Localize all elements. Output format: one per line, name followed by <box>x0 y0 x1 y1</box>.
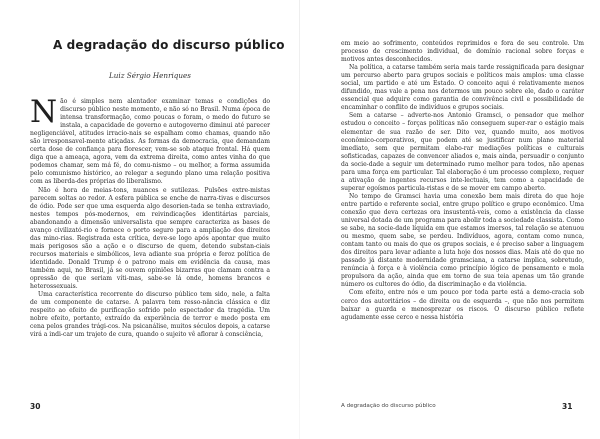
page-number-right: 31 <box>562 402 573 411</box>
drop-cap: N <box>30 94 58 130</box>
paragraph: Com efeito, entre nós e um pouco por toda parte está a demo-cracia sob cerco dos autoritários – de direita ou de esquerda –, que não nos permitem baixar a guarda e menosprezar os riscos. O discurso público reflete agudamente esse cerco e nessa história <box>341 289 584 321</box>
running-footer: A degradação do discurso público <box>341 403 436 409</box>
paragraph: Não é hora de meias-tons, nuances e sutilezas. Pulsões extre-mistas parecem soltas ao redor. A esfera pública se enche de narra-tivas e discursos de ódio. Pode ser que uma esquerda algo desorien-tada se tenha extraviado, nestes tempos pós-modernos, em reivindicações identitárias parciais, abandonando a dimensão universalista que sempre caracteriza as bases de avanço civilizató-rio e fornece o porto seguro para a ampliação dos direitos das mino-rias. Registrada esta crítica, deve-se logo após apontar que muito mais perigosos são a ação e o discurso de quem, detendo substan-ciais recursos materiais e simbólicos, leva adiante sua própria e feroz política de identidade. Donald Trump é o patrono mais em evidência da causa, mas também aqui, no Brasil, já se ouvem opiniões bizarras que clamam contra a opressão de que seriam víti-mas, sabe-se lá onde, homens brancos e heterossexuais. <box>30 186 270 291</box>
paragraph: Uma característica recorrente do discurso público tem sido, nele, a falta de um componente de catarse. A palavra tem resso-nância clássica e diz respeito ao efeito de purificação sofrido pelo espectador da tragédia. Um nobre efeito, portanto, extraído da experiência de terror e medo posta em cena pelos grandes trági-cos. Na psicanálise, muitos séculos depois, a catarse virá a indi-car um trajeto de cura, quando o sujeito vê aflorar à consciência, <box>30 291 270 339</box>
right-page <box>300 0 600 439</box>
paragraph: Sem a catarse – adverte-nos Antonio Gramsci, o pensador que melhor estudou o conceito – forças políticas não conseguem super-rar o estágio mais elementar de sua razão de ser. Dito vez, quando muito, aos motivos econômico-corporativos, que podem até se justificar num plano material imediato, sem que permitam elabo-rar mediações políticas e culturais sofisticadas, capazes de convencer aliados e, mais ainda, persuadir o conjunto da socie-dade a seguir um determinado rumo melhor para todos, não apenas para uma força em particular. Tal elaboração é um processo complexo, requer a ativação de ingentes recursos inte-lectuais, tem como a capacidade de superar egoísmos particula-ristas e de se mover em campo aberto. <box>341 112 584 192</box>
article-title: A degradação do discurso público <box>53 38 285 52</box>
paragraph <box>30 94 270 187</box>
paragraph: em meio ao sofrimento, conteúdos reprimidos e fora de seu controle. Um processo de crescimento individual, de domínio racional sobre forças e motivos antes desconhecidos. <box>341 40 584 64</box>
paragraph: Na política, a catarse também seria mais tarde ressignificada para designar um percurso aberto para grupos sociais e políticos mais amplos: uma classe social, um partido e até um Estado. O conceito aqui é relativamente menos difundido, mas vale a pena nos determos um pouco sobre ele, dado o caráter essencial que adquire como garantia de convivência civil e possibilidade de encaminhar o conflito de indivíduos e grupos sociais. <box>341 64 584 112</box>
paragraph-text: ão é simples nem alentador examinar temas e condições do discurso público neste momento, e não só no Brasil. Numa época de intensa transformação, como poucas o foram, o medo do futuro se instala, a capacidade de governo e autogoverno diminui até parecer negligenciável, atitudes irracio-nais se espalham como chamas, quando não são irresponsavel-mente atiçadas. As formas da democracia, que demandam certa dose de confiança para florescer, vem-se sob ataque frontal. Há quem diga que a ameaça, agora, vem da extrema direita, como antes vinha do que podemos chamar, sem má fé, do comu-nismo – ou melhor, a forma assumida pelo comunismo histórico, ao relegar a segundo plano uma relação positiva com as liberda-des próprias do liberalismo. <box>30 98 270 186</box>
left-page-body <box>30 94 270 339</box>
article-author: Luiz Sérgio Henriques <box>109 71 191 80</box>
paragraph: No tempo de Gramsci havia uma conexão bem mais direta do que hoje entre partido e referente social, entre grupo político e grupo econômico. Uma conexão que deva certezas ora insustentá-veis, como a existência da classe universal dotada de um programa para abolir toda a sociedade classista. Como se sabe, na socie-dade líquida em que estamos imersos, tal relação se atenuou ou mesmo, quem sabe, se perdeu. Indivíduos, agora, contam como nunca, contam tanto ou mais do que os grupos sociais, e é preciso saber a linguagem dos direitos para levar adiante a luta hoje dos nossos dias. Mais até do que no passado já distante modernidade gramsciana, a catarse implica, sobretudo, renúncia à força e à violência como princípio lógico de pensamento e mola propulsora da ação, ainda que em torno de sua teia apenas um tão grande número os cultores do ódio, da discriminação e da violência. <box>341 192 584 289</box>
page-number-left: 30 <box>30 402 41 411</box>
right-page-body <box>341 40 584 322</box>
